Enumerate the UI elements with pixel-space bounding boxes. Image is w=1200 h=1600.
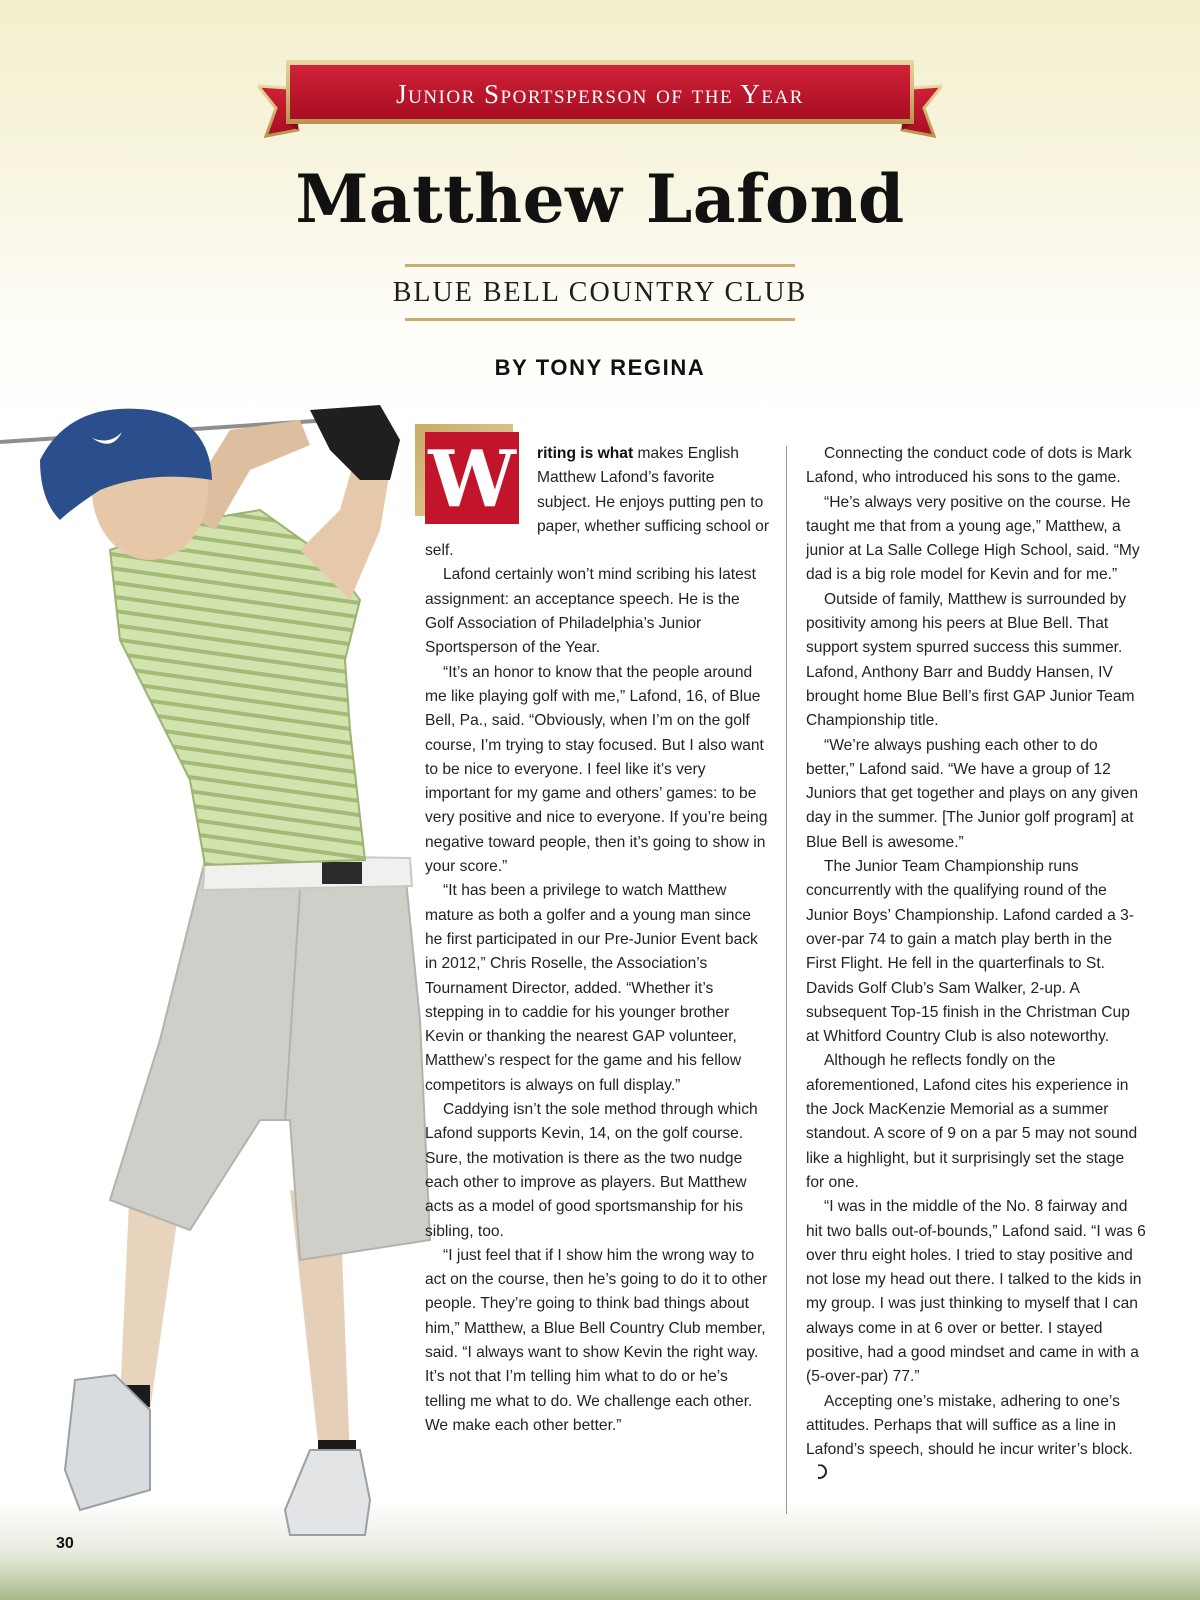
paragraph: Caddying isn’t the sole method through which Lafond supports Kevin, 14, on the golf course. Sure, the motivation is there as the two nudge each other to improve as players. But Matthew acts as a model of good sportsmanship for his sibling, too. — [425, 1101, 758, 1240]
shorts — [110, 860, 430, 1260]
banner-label: Junior Sportsperson of the Year — [396, 79, 804, 109]
lead-in: riting is what — [537, 445, 634, 462]
club-name: BLUE BELL COUNTRY CLUB — [392, 277, 808, 308]
article-title: Matthew Lafond — [295, 160, 905, 238]
paragraph: Although he reflects fondly on the aforementioned, Lafond cites his experience in the Jock MacKenzie Memorial as a summer standout. A score of 9 on a par 5 may not sound like a highlight, but it surprisingly set the stage for one. — [806, 1052, 1138, 1191]
paragraph: “I just feel that if I show him the wrong way to act on the course, then he’s going to do it to other people. They’re going to think bad things about him,” Matthew, a Blue Bell Country Club member, said. “I always want to show Kevin the right way. It’s not that I’m telling him what to do or he’s telling me what to do. We challenge each other. We make each other better.” — [425, 1246, 768, 1434]
paragraph-text: makes English Matthew Lafond’s favorite subject. He enjoys putting pen to paper, whether sufficing school or self. — [425, 445, 770, 560]
paragraph: Lafond certainly won’t mind scribing his latest assignment: an acceptance speech. He is the Golf Association of Philadelphia’s Junior Sportsperson of the Year. — [425, 566, 756, 657]
paragraph: “We’re always pushing each other to do better,” Lafond said. “We have a group of 12 Juniors that get together and plays on any given day in the summer. [The Junior golf program] at Blue Bell is awesome.” — [806, 736, 1139, 851]
paragraph — [806, 1390, 1146, 1487]
drop-cap — [425, 434, 523, 534]
paragraph: Connecting the conduct code of dots is Mark Lafond, who introduced his sons to the game. — [806, 445, 1132, 487]
front-shoe — [285, 1450, 370, 1535]
paragraph: “I was in the middle of the No. 8 fairway and hit two balls out-of-bounds,” Lafond said. “I was 6 over thru eight holes. I tried to stay positive and not lose my head out there. I talked to the kids in my group. I was just thinking to myself that I can always come in at 6 over or better. I stayed positive, had a good mindset and came in with a (5-over-par) 77.” — [806, 1198, 1146, 1386]
paragraph: The Junior Team Championship runs concurrently with the qualifying round of the Junior Boys’ Championship. Lafond carded a 3-over-par 74 to gain a match play berth in the First Flight. He fell in the quarterfinals to St. Davids Golf Club’s Sam Walker, 2-up. A subsequent Top-15 finish in the Christman Cup at Whitford Country Club is also noteworthy. — [806, 858, 1134, 1046]
section-banner — [258, 58, 942, 142]
rule-bottom — [405, 318, 795, 321]
column-divider — [786, 446, 787, 1514]
drop-cap-letter: W — [428, 434, 516, 525]
golfer-photo — [0, 400, 440, 1560]
article-column-2 — [806, 442, 1146, 1487]
paragraph: “It’s an honor to know that the people around me like playing golf with me,” Lafond, 16, of Blue Bell, Pa., said. “Obviously, when I’m on the golf course, I’m trying to stay focused. But I also want to be nice to everyone. I feel like it’s very important for my game and others’ games: to be very positive and nice to everyone. If you’re being negative toward people, then it’s going to show in your score.” — [425, 663, 768, 876]
golf-glove — [310, 405, 400, 480]
page-number: 30 — [56, 1535, 74, 1552]
rule-top — [405, 264, 795, 267]
end-mark-icon — [812, 1464, 827, 1479]
paragraph: “He’s always very positive on the course. He taught me that from a young age,” Matthew, a junior at La Salle College High School, said. “My dad is a big role model for Kevin and for me.” — [806, 493, 1140, 584]
paragraph — [425, 434, 770, 563]
article-column-1 — [425, 434, 770, 1438]
belt-buckle — [322, 862, 362, 884]
paragraph-text: Accepting one’s mistake, adhering to one’s attitudes. Perhaps that will suffice as a line in Lafond’s speech, should he incur writer’s block. — [806, 1392, 1133, 1459]
paragraph: “It has been a privilege to watch Matthew mature as both a golfer and a young man since he first participated in our Pre-Junior Event back in 2012,” Chris Roselle, the Association’s Tournament Director, added. “Whether it’s stepping in to caddie for his younger brother Kevin or thanking the nearest GAP volunteer, Matthew’s respect for the game and his fellow competitors is always on full display.” — [425, 882, 758, 1094]
byline: BY TONY REGINA — [494, 355, 706, 380]
paragraph: Outside of family, Matthew is surrounded by positivity among his peers at Blue Bell. That support system spurred success this summer. Lafond, Anthony Barr and Buddy Hansen, IV brought home Blue Bell’s first GAP Junior Team Championship title. — [806, 590, 1135, 730]
